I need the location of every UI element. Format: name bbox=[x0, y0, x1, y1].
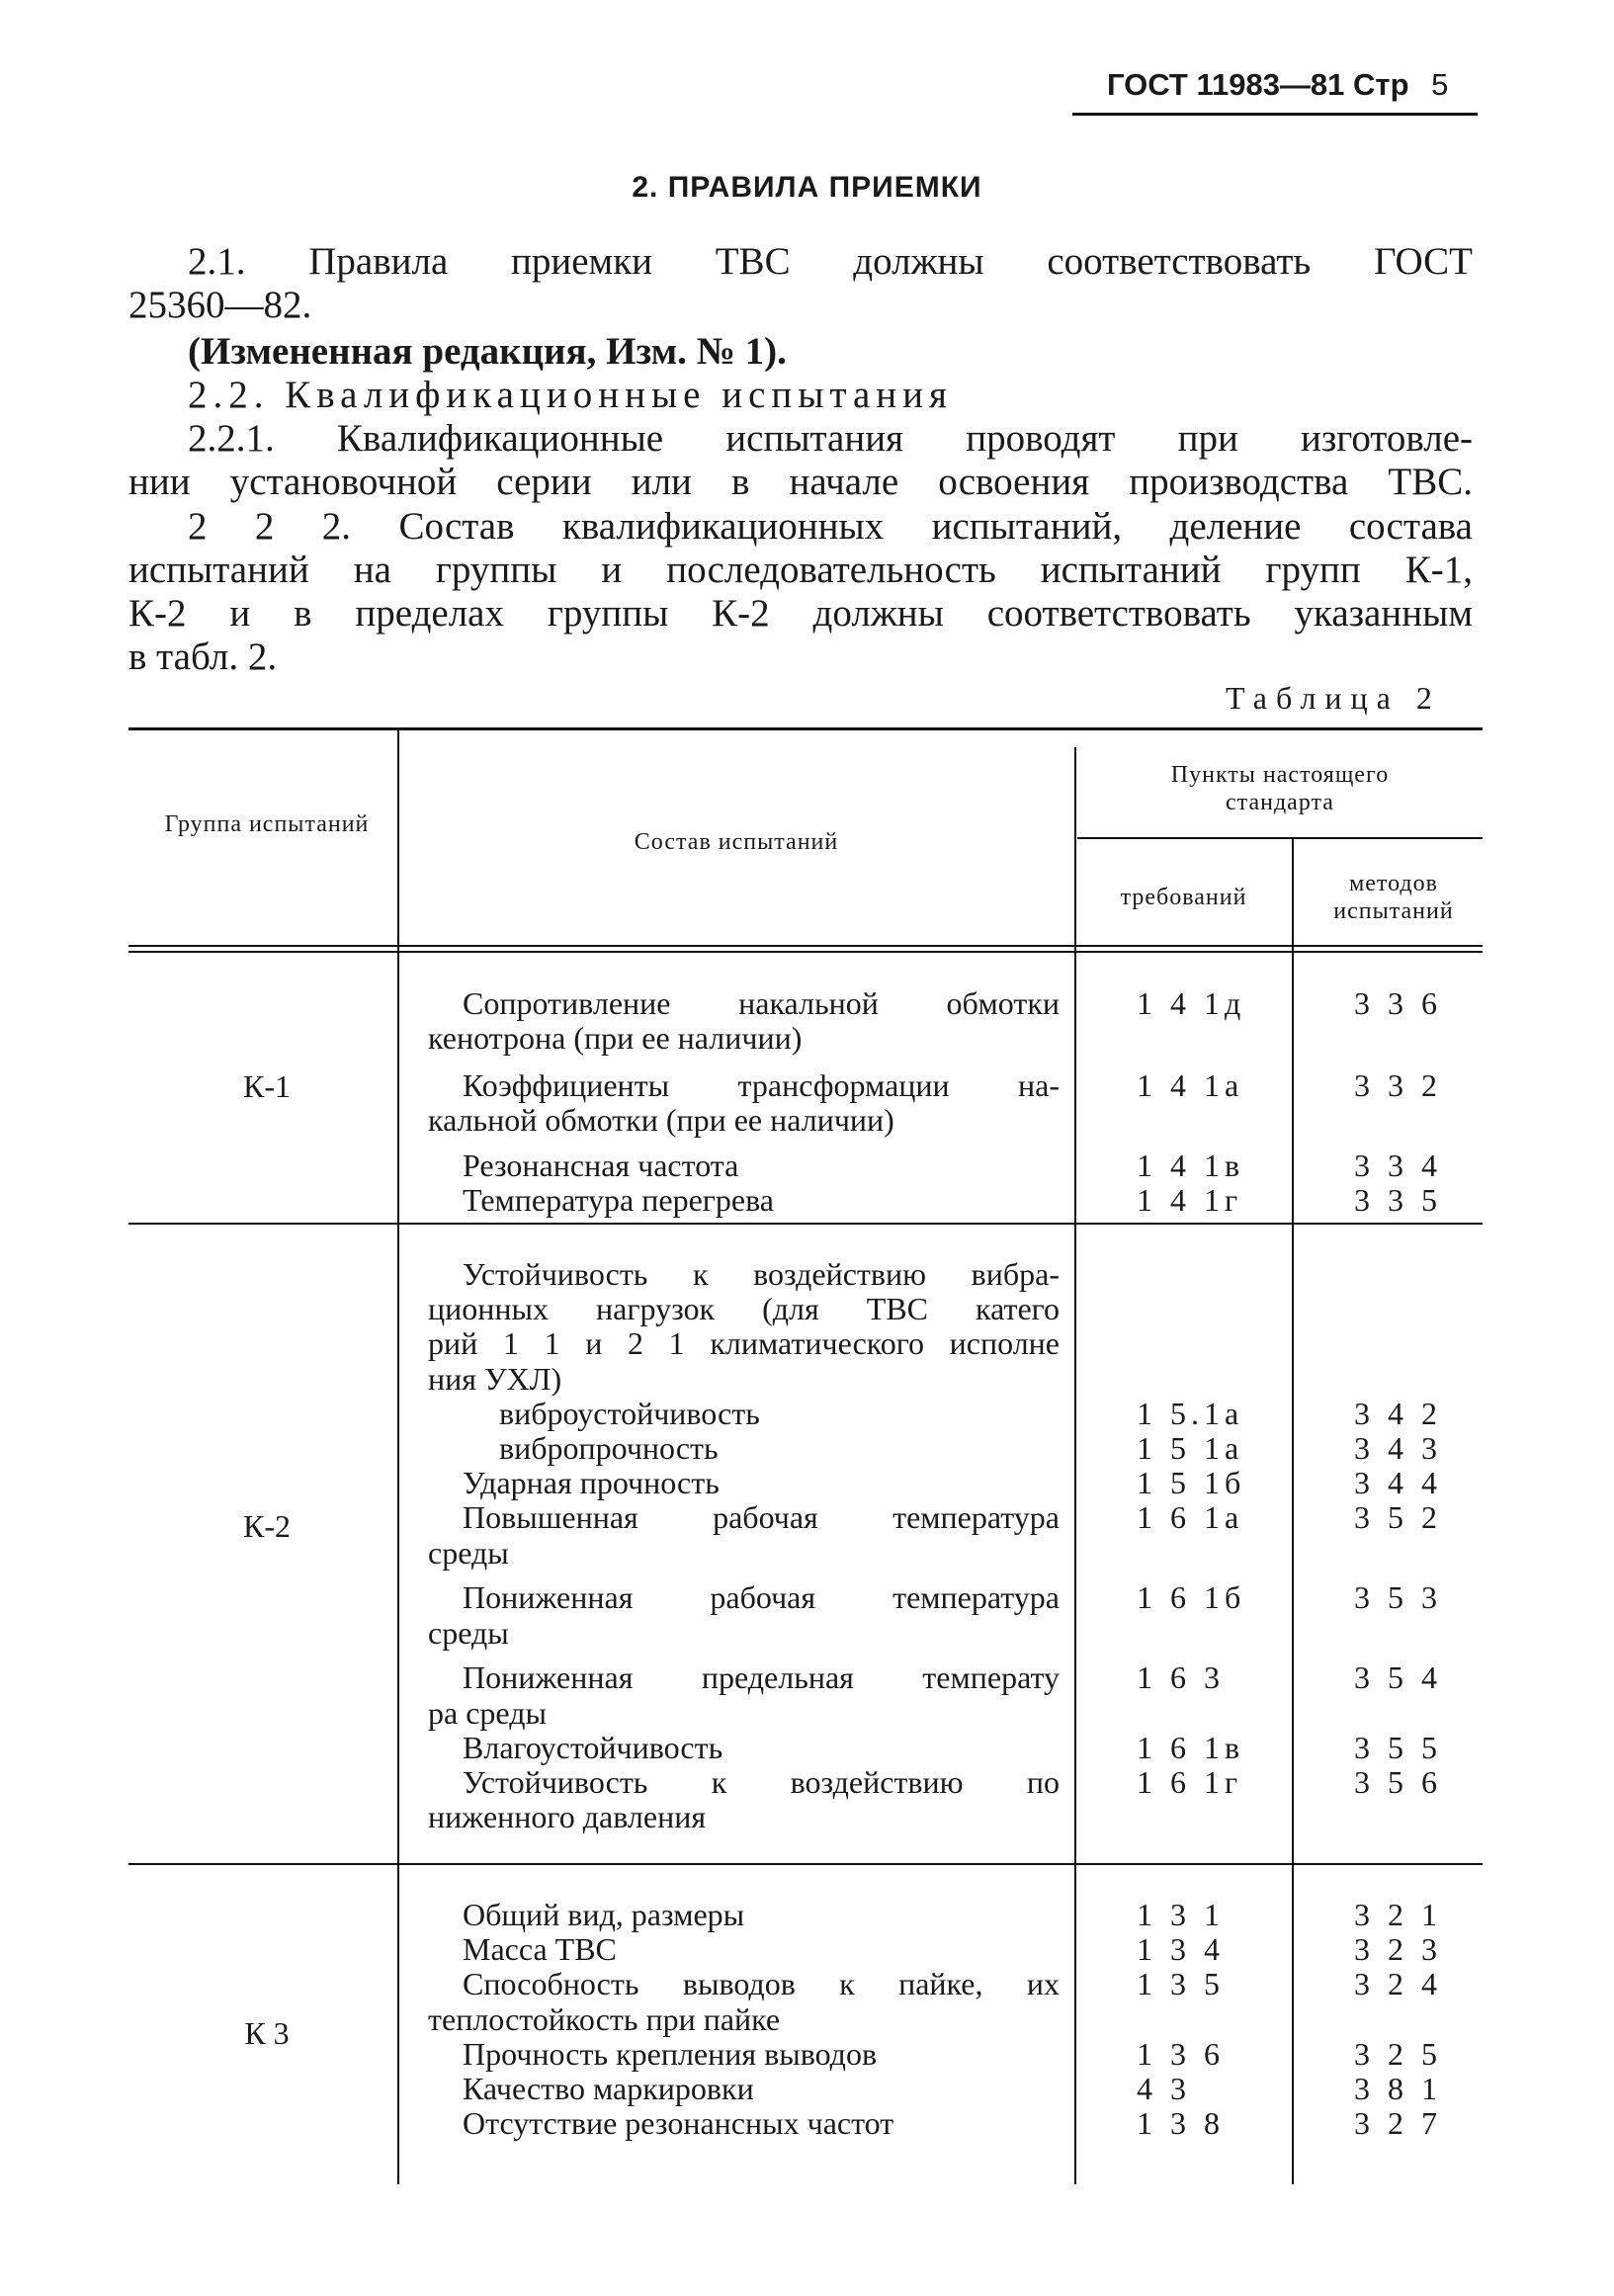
col-rule-1 bbox=[397, 727, 399, 2184]
test-line: Влагоустойчивость bbox=[463, 1730, 723, 1765]
req-clause: 1 3 8 bbox=[1137, 2105, 1225, 2141]
test-line: Устойчивость к воздействию вибра- bbox=[463, 1256, 1060, 1292]
header-rule bbox=[1072, 113, 1478, 116]
amendment-note: (Измененная редакция, Изм. № 1). bbox=[188, 330, 787, 373]
method-clause: 3 3 2 bbox=[1354, 1067, 1442, 1103]
col-rule-3 bbox=[1292, 839, 1294, 2184]
req-clause: 1 6 1а bbox=[1137, 1499, 1244, 1535]
method-clause: 3 5 5 bbox=[1354, 1730, 1442, 1765]
req-clause: 1 4 1в bbox=[1137, 1148, 1245, 1183]
method-clause: 3 3 5 bbox=[1354, 1182, 1442, 1218]
test-line: ниженного давления bbox=[428, 1799, 707, 1834]
req-clause: 1 3 4 bbox=[1137, 1931, 1225, 1967]
para-2-2: 2.2. Квалификационные испытания bbox=[188, 374, 953, 416]
method-clause: 3 2 4 bbox=[1354, 1966, 1442, 2001]
req-clause: 1 6 3 bbox=[1137, 1659, 1225, 1695]
test-line: среды bbox=[428, 1535, 509, 1571]
test-line: Устойчивость к воздействию по bbox=[463, 1764, 1060, 1800]
para-2-2-1-line1: 2.2.1. Квалификационные испытания проводят при изготовле- bbox=[188, 417, 1473, 460]
header-split-rule bbox=[1077, 837, 1483, 839]
group-label: К-1 bbox=[243, 1068, 291, 1104]
header-page-number: 5 bbox=[1431, 67, 1449, 102]
req-clause: 1 4 1д bbox=[1137, 985, 1246, 1021]
req-clause: 1 3 6 bbox=[1137, 2036, 1225, 2072]
group-label: К-2 bbox=[243, 1508, 291, 1544]
method-clause: 3 5 6 bbox=[1354, 1764, 1442, 1800]
para-2-2-2-line3: К-2 и в пределах группы К-2 должны соответствовать указанным bbox=[128, 592, 1473, 635]
th-group: Группа испытаний bbox=[164, 811, 370, 837]
page-header bbox=[1107, 67, 1448, 103]
method-clause: 3 5 3 bbox=[1354, 1579, 1442, 1615]
req-clause: 1 5 1а bbox=[1137, 1430, 1244, 1466]
method-clause: 3 2 3 bbox=[1354, 1931, 1442, 1967]
section-title: 2. ПРАВИЛА ПРИЕМКИ bbox=[632, 171, 982, 204]
test-line: Пониженная предельная температу bbox=[463, 1659, 1060, 1695]
group-rule-k2 bbox=[128, 1863, 1483, 1865]
para-2-1-line2: 25360—82. bbox=[128, 284, 312, 326]
para-2-1-line1: 2.1. Правила приемки ТВС должны соответствовать ГОСТ bbox=[188, 240, 1473, 283]
test-line: виброустойчивость bbox=[499, 1396, 760, 1431]
test-line: Отсутствие резонансных частот bbox=[463, 2105, 894, 2141]
method-clause: 3 8 1 bbox=[1354, 2071, 1442, 2106]
test-line: теплостойкость при пайке bbox=[428, 2001, 781, 2037]
method-clause: 3 3 4 bbox=[1354, 1148, 1442, 1183]
req-clause: 1 6 1г bbox=[1137, 1764, 1243, 1800]
test-line: Резонансная частота bbox=[463, 1148, 739, 1183]
header-bottom-rule-1 bbox=[128, 945, 1483, 947]
test-line: Температура перегрева bbox=[463, 1182, 774, 1218]
test-line: Ударная прочность bbox=[463, 1465, 720, 1500]
para-2-2-2-line2: испытаний на группы и последовательность испытаний групп К-1, bbox=[128, 549, 1473, 591]
group-rule-k1 bbox=[128, 1223, 1483, 1225]
test-line: ра среды bbox=[428, 1695, 547, 1731]
test-line: кальной обмотки (при ее наличии) bbox=[428, 1102, 894, 1138]
test-line: Коэффициенты трансформации на- bbox=[463, 1067, 1060, 1103]
method-clause: 3 2 5 bbox=[1354, 2036, 1442, 2072]
method-clause: 3 2 1 bbox=[1354, 1897, 1442, 1932]
th-requirements: требований bbox=[1120, 885, 1247, 910]
th-points: Пункты настоящего стандарта bbox=[1170, 762, 1390, 815]
req-clause: 1 6 1в bbox=[1137, 1730, 1245, 1765]
header-bottom-rule-2 bbox=[128, 951, 1483, 953]
test-line: Повышенная рабочая температура bbox=[463, 1499, 1060, 1535]
test-line: Сопротивление накальной обмотки bbox=[463, 985, 1060, 1021]
method-clause: 3 5 2 bbox=[1354, 1499, 1442, 1535]
req-clause: 1 4 1г bbox=[1137, 1182, 1243, 1218]
req-clause: 1 3 1 bbox=[1137, 1897, 1225, 1932]
test-line: Способность выводов к пайке, их bbox=[463, 1966, 1060, 2001]
test-line: среды bbox=[428, 1615, 509, 1651]
req-clause: 1 3 5 bbox=[1137, 1966, 1225, 2001]
para-2-2-2-line1: 2 2 2. Состав квалификационных испытаний, деление состава bbox=[188, 505, 1473, 548]
method-clause: 3 5 4 bbox=[1354, 1659, 1442, 1695]
test-line: Общий вид, размеры bbox=[463, 1897, 745, 1932]
col-rule-2 bbox=[1074, 747, 1076, 2184]
method-clause: 3 3 6 bbox=[1354, 985, 1442, 1021]
para-2-2-1-line2: нии установочной серии или в начале освоения производства ТВС. bbox=[128, 461, 1473, 503]
req-clause: 1 5.1а bbox=[1137, 1396, 1244, 1431]
method-clause: 3 2 7 bbox=[1354, 2105, 1442, 2141]
test-line: кенотрона (при ее наличии) bbox=[428, 1020, 803, 1056]
test-line: ния УХЛ) bbox=[428, 1361, 562, 1397]
test-line: вибропрочность bbox=[499, 1430, 719, 1466]
table-caption: Таблица 2 bbox=[1226, 680, 1441, 716]
group-label: К 3 bbox=[244, 2015, 290, 2051]
test-line: Качество маркировки bbox=[463, 2071, 754, 2106]
test-line: ционных нагрузок (для ТВС катего bbox=[428, 1291, 1060, 1326]
para-2-2-2-line4: в табл. 2. bbox=[128, 636, 278, 678]
req-clause: 1 5 1б bbox=[1137, 1465, 1246, 1500]
method-clause: 3 4 2 bbox=[1354, 1396, 1442, 1431]
method-clause: 3 4 3 bbox=[1354, 1430, 1442, 1466]
method-clause: 3 4 4 bbox=[1354, 1465, 1442, 1500]
th-methods: методов испытаний bbox=[1333, 871, 1454, 924]
req-clause: 1 6 1б bbox=[1137, 1579, 1246, 1615]
test-line: Масса ТВС bbox=[463, 1931, 617, 1967]
req-clause: 4 3 bbox=[1137, 2071, 1191, 2106]
test-line: Прочность крепления выводов bbox=[463, 2036, 878, 2072]
test-line: рий 1 1 и 2 1 климатического исполне bbox=[428, 1325, 1060, 1361]
table-top-rule bbox=[128, 727, 1483, 730]
header-doc: ГОСТ 11983—81 Стр bbox=[1107, 67, 1409, 102]
th-composition: Состав испытаний bbox=[634, 829, 839, 855]
req-clause: 1 4 1а bbox=[1137, 1067, 1244, 1103]
test-line: Пониженная рабочая температура bbox=[463, 1579, 1060, 1615]
